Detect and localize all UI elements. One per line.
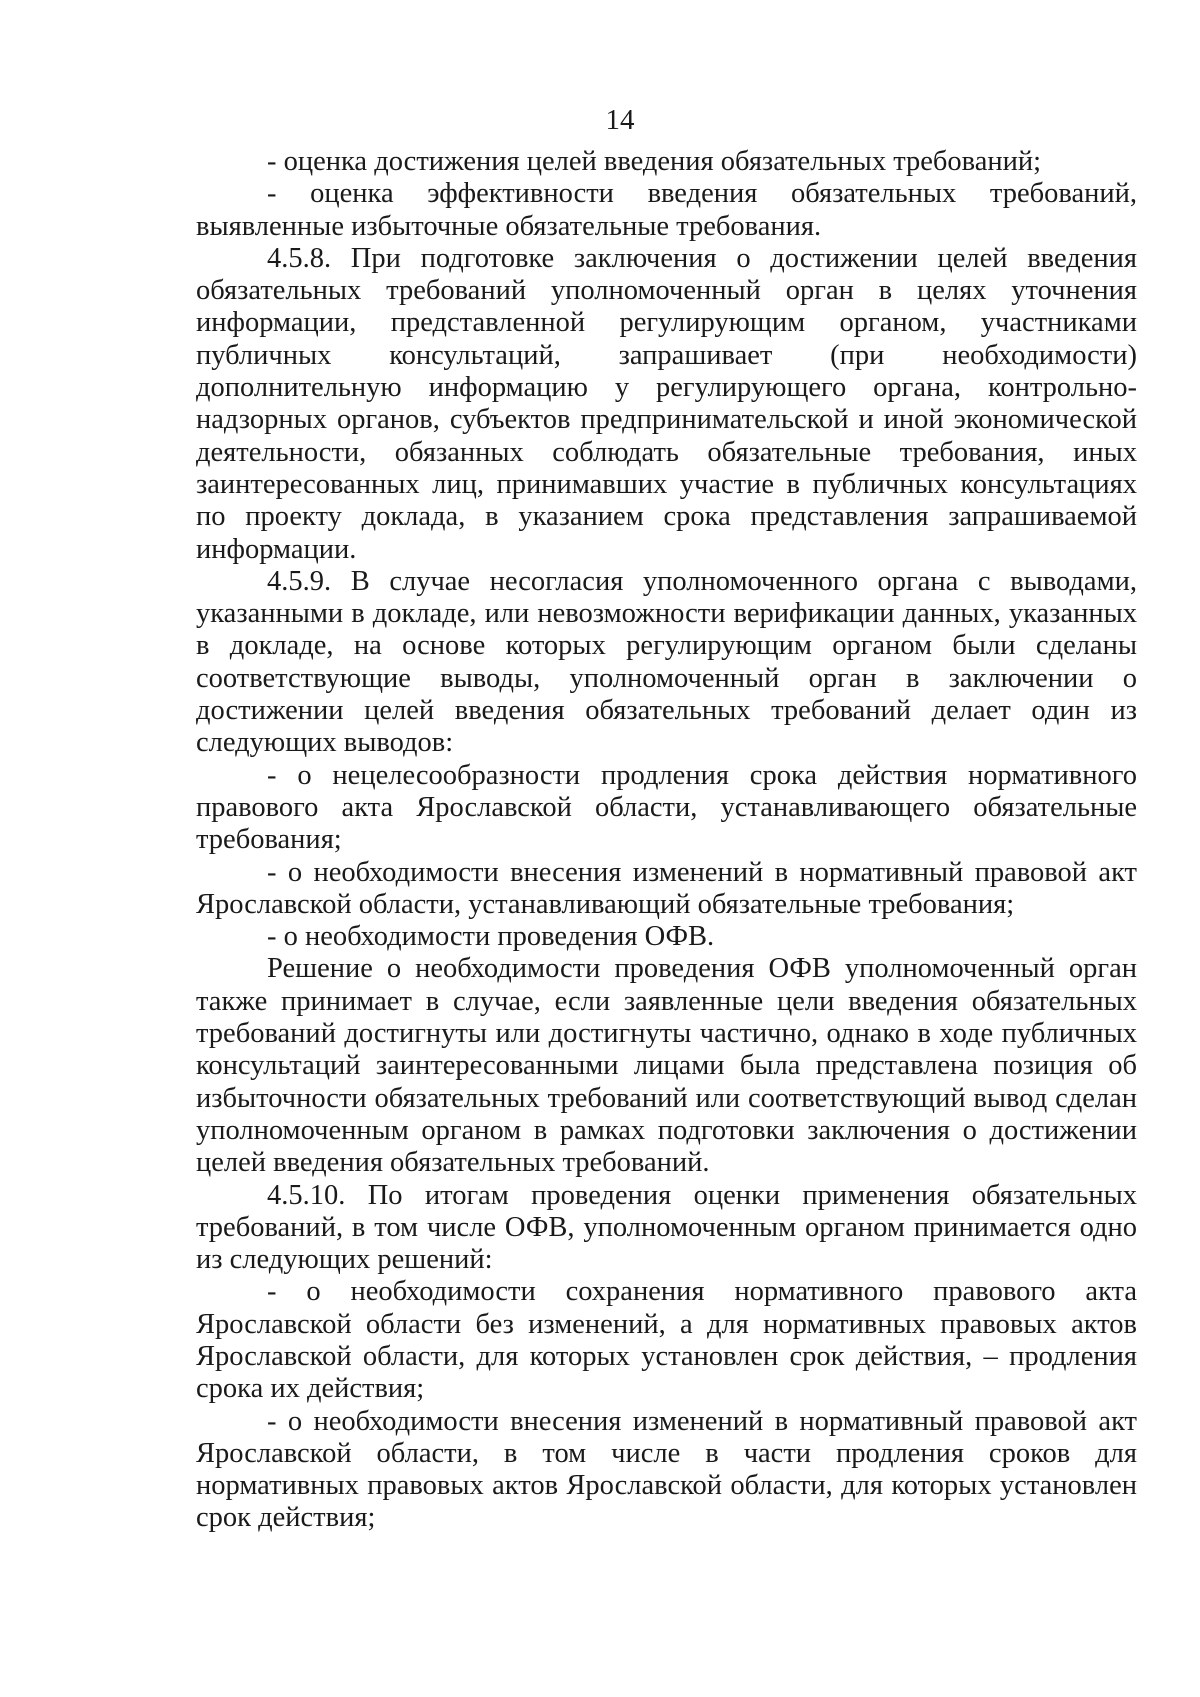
paragraph-bullet-efficiency-assessment: - оценка эффективности введения обязательных требований, выявленные избыточные обязательные требования. (196, 178, 1137, 242)
paragraph-ofv-decision: Решение о необходимости проведения ОФВ уполномоченный орган также принимает в случае, если заявленные цели введения обязательных требований достигнуты или достигнуты частично, однако в ходе публичных консультаций заинтересованными лицами была представлена позиция об избыточности обязательных требований или соответствующий вывод сделан уполномоченным органом в рамках подготовки заключения о достижении целей введения обязательных требований. (196, 953, 1137, 1179)
paragraph-bullet-goals-assessment: - оценка достижения целей введения обязательных требований; (267, 146, 1042, 177)
paragraph-bullet-ofv-needed: - о необходимости проведения ОФВ. (267, 921, 715, 953)
paragraph-4-5-8: 4.5.8. При подготовке заключения о достижении целей введения обязательных требований уполномоченный орган в целях уточнения информации, представленной регулирующим органом, участниками публичных консультаций, запрашивает (при необходимости) дополнительную информацию у регулирующего органа, контрольно-надзорных органов, субъектов предпринимательской и иной экономической деятельности, обязанных соблюдать обязательные требования, иных заинтересованных лиц, принимавших участие в публичных консультациях по проекту доклада, в указанием срока представления запрашиваемой информации. (196, 242, 1137, 565)
paragraph-bullet-amend-act: - о необходимости внесения изменений в нормативный правовой акт Ярославской области, в том числе в части продления сроков для нормативных правовых актов Ярославской области, для которых установлен срок действия; (196, 1405, 1137, 1534)
document-body (196, 146, 1137, 1535)
paragraph-bullet-keep-unchanged: - о необходимости сохранения нормативного правового акта Ярославской области без изменений, а для нормативных правовых актов Ярославской области, для которых установлен срок действия, – продления срока их действия; (196, 1276, 1137, 1405)
paragraph-bullet-amendments-needed: - о необходимости внесения изменений в нормативный правовой акт Ярославской области, устанавливающий обязательные требования; (196, 856, 1137, 920)
paragraph-bullet-extension-inexpedient: - о нецелесообразности продления срока действия нормативного правового акта Ярославской области, устанавливающего обязательные требования; (196, 759, 1137, 856)
page-number: 14 (605, 104, 635, 136)
paragraph-4-5-10: 4.5.10. По итогам проведения оценки применения обязательных требований, в том числе ОФВ, уполномоченным органом принимается одно из следующих решений: (196, 1179, 1137, 1276)
paragraph-4-5-9: 4.5.9. В случае несогласия уполномоченного органа с выводами, указанными в докладе, или невозможности верификации данных, указанных в докладе, на основе которых регулирующим органом были сделаны соответствующие выводы, уполномоченный орган в заключении о достижении целей введения обязательных требований делает один из следующих выводов: (196, 565, 1137, 759)
